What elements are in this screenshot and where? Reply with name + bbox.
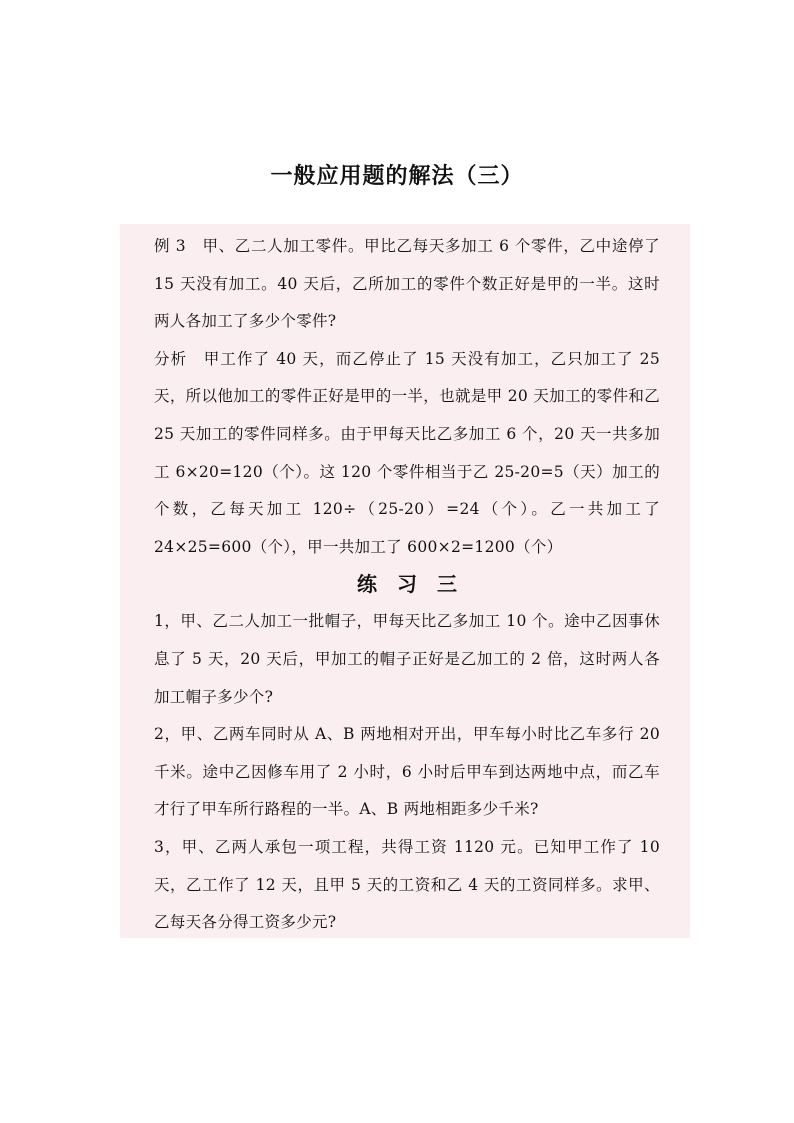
practice-problem-3: 3，甲、乙两人承包一项工程，共得工资 1120 元。已知甲工作了 10 天，乙工作了 12 天，且甲 5 天的工资和乙 4 天的工资同样多。求甲、乙每天各分得工资多少元? [154,837,660,932]
example-paragraph: 例 3 甲、乙二人加工零件。甲比乙每天多加工 6 个零件，乙中途停了 15 天没有加工。40 天后，乙所加工的零件个数正好是甲的一半。这时两人各加工了多少个零件? [154,237,660,331]
practice-problem-2: 2，甲、乙两车同时从 A、B 两地相对开出，甲车每小时比乙车多行 20 千米。途中乙因修车用了 2 小时，6 小时后甲车到达两地中点，而乙车才行了甲车所行路程的一半。A、B 两地相距多少千米? [154,725,660,819]
page-title: 一般应用题的解法（三） [270,163,524,189]
analysis-paragraph: 分析 甲工作了 40 天，而乙停止了 15 天没有加工，乙只加工了 25 天，所以他加工的零件正好是甲的一半，也就是甲 20 天加工的零件和乙 25 天加工的零件同样多。由于甲每天比乙多加工 6 个，20 天一共多加工 6×20=120（个）。这 120 个零件相当于乙 25-20=5（天）加工的个数，乙每天加工 120÷（25-20）=24（个）。乙一共加工了 24×25=600（个），甲一共加工了 600×2=1200（个） [154,349,660,556]
practice-problem-1: 1，甲、乙二人加工一批帽子，甲每天比乙多加工 10 个。途中乙因事休息了 5 天，20 天后，甲加工的帽子正好是乙加工的 2 倍，这时两人各加工帽子多少个? [154,612,660,706]
content-box [120,224,690,938]
practice-title: 练习三 [357,572,477,597]
